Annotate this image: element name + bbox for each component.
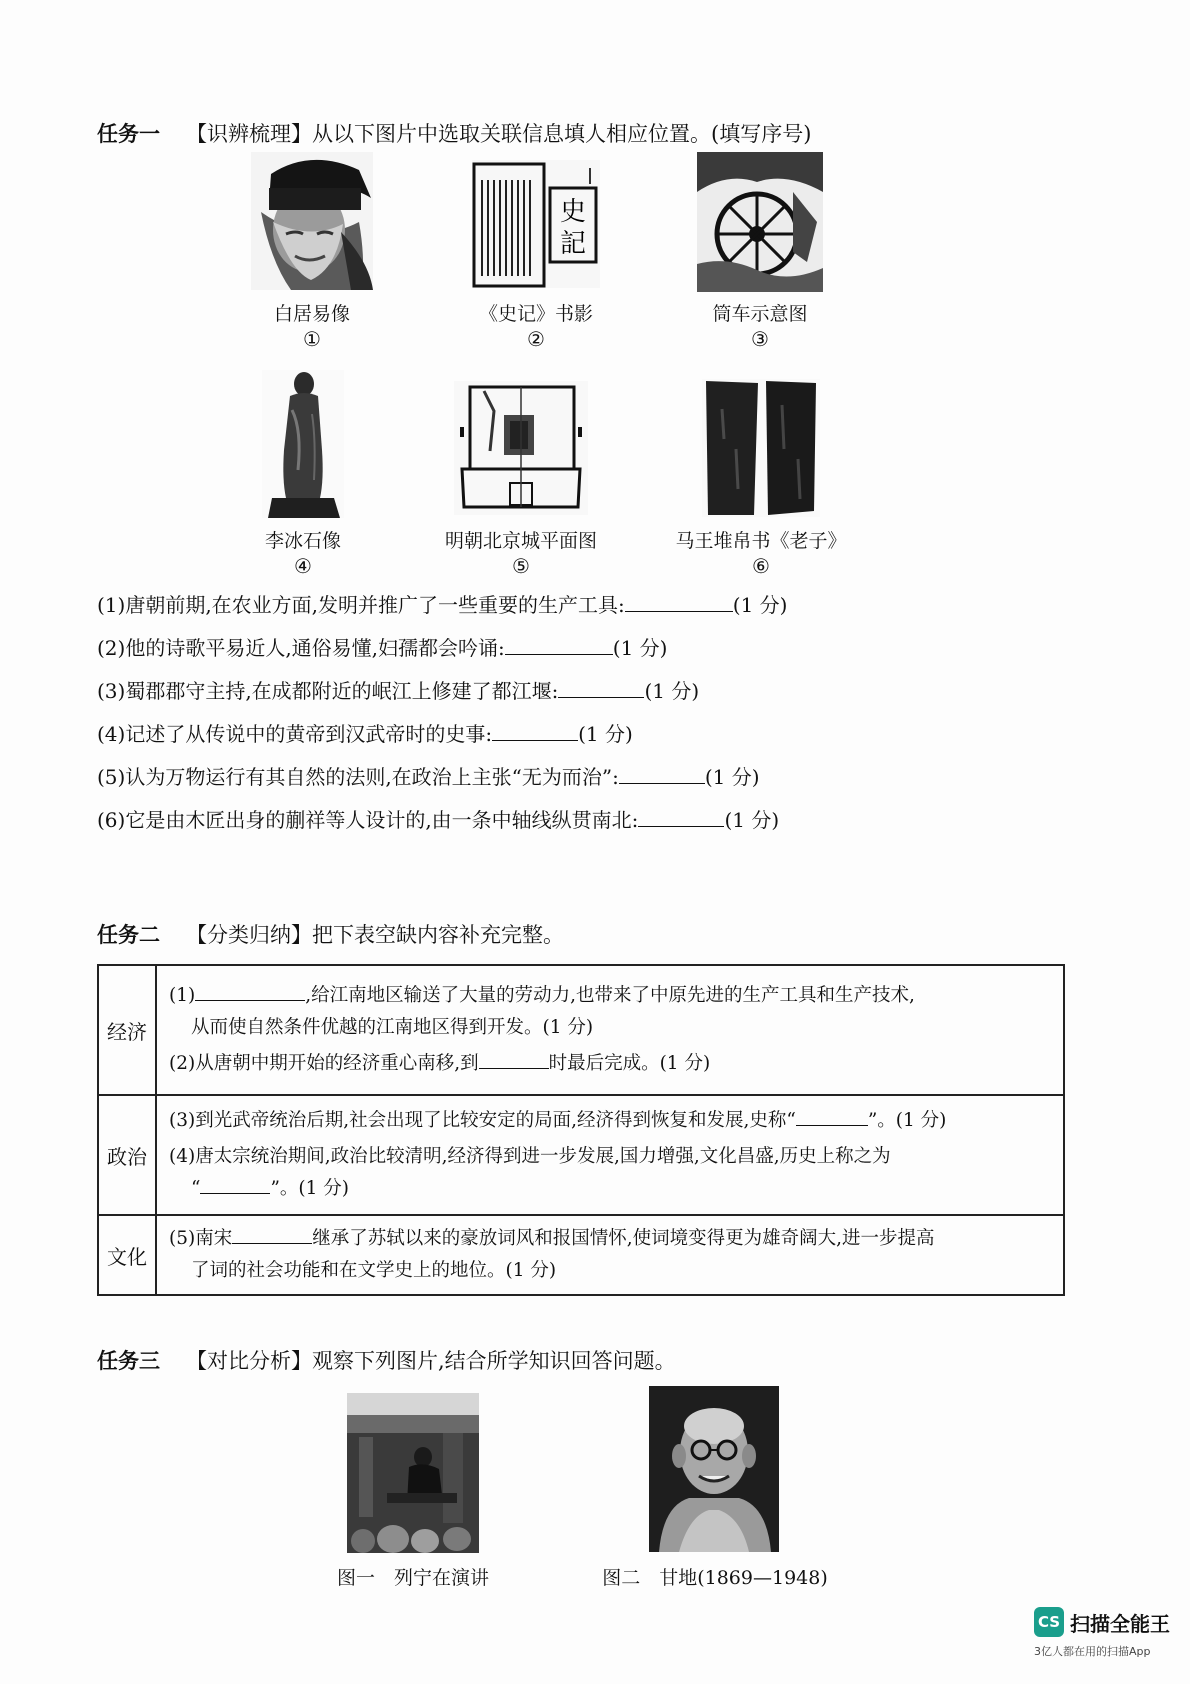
table-item-1: (1) ,给江南地区输送了大量的劳动力,也带来了中原先进的生产工具和生产技术, 从而使自然条件优越的江南地区得到开发。(1 分) <box>157 974 1063 1044</box>
bai-juyi-portrait-image <box>251 152 373 290</box>
table-cell <box>156 965 1064 1095</box>
table-row <box>98 1215 1064 1295</box>
task3-title: 任务三 【对比分析】观察下列图片,结合所学知识回答问题。 <box>97 1349 676 1373</box>
answer-blank[interactable] <box>558 677 644 698</box>
lenin-speech-photo <box>347 1393 479 1553</box>
answer-blank[interactable] <box>796 1105 868 1126</box>
category-economy: 经济 <box>98 965 156 1095</box>
image-number: ④ <box>294 554 312 578</box>
answer-blank[interactable] <box>200 1173 270 1194</box>
answer-blank[interactable] <box>625 591 733 612</box>
table-cell <box>156 1095 1064 1215</box>
image-number: ② <box>527 327 545 351</box>
image-caption: 图一 列宁在演讲 <box>336 1567 489 1589</box>
answer-blank[interactable] <box>492 720 578 741</box>
image-caption: 筒车示意图 <box>712 303 808 325</box>
image-number: ⑥ <box>752 554 770 578</box>
image-caption: 《史记》书影 <box>478 303 593 325</box>
image-number: ⑤ <box>512 554 530 578</box>
mawangdui-silk-book-image <box>702 379 820 517</box>
table-item-4: (4)唐太宗统治期间,政治比较清明,经济得到进一步发展,国力增强,文化昌盛,历史上称之为 “ ”。(1 分) <box>169 1146 891 1199</box>
watermark-tagline: 3亿人都在用的扫描App <box>1034 1645 1151 1658</box>
answer-blank[interactable] <box>619 763 705 784</box>
watermark-app-name: 扫描全能王 <box>1070 1612 1170 1636</box>
table-row <box>98 1095 1064 1215</box>
table-row <box>98 965 1064 1095</box>
question-2: (2)他的诗歌平易近人,通俗易懂,妇孺都会吟诵: (1 分) <box>97 636 668 660</box>
image-caption: 马王堆帛书《老子》 <box>675 530 847 552</box>
question-6: (6)它是由木匠出身的蒯祥等人设计的,由一条中轴线纵贯南北: (1 分) <box>97 808 780 832</box>
gandhi-portrait-photo <box>649 1386 779 1552</box>
image-number: ③ <box>751 327 769 351</box>
waterwheel-image <box>697 152 823 292</box>
image-caption: 白居易像 <box>273 303 350 325</box>
ming-beijing-plan-image <box>454 381 588 515</box>
summary-table <box>97 964 1065 1296</box>
answer-blank[interactable] <box>505 634 613 655</box>
image-caption: 李冰石像 <box>264 530 341 552</box>
answer-blank[interactable] <box>638 806 724 827</box>
category-culture: 文化 <box>98 1215 156 1295</box>
image-caption: 图二 甘地(1869—1948) <box>602 1567 828 1589</box>
shiji-book-title-char-1: 史 <box>559 197 587 227</box>
task2-title: 任务二 【分类归纳】把下表空缺内容补充完整。 <box>97 923 564 947</box>
camscanner-logo-icon: CS <box>1034 1607 1064 1637</box>
answer-blank[interactable] <box>195 980 305 1001</box>
table-item-2: (2)从唐朝中期开始的经济重心南移,到 时最后完成。(1 分) <box>157 1044 1063 1086</box>
image-number: ① <box>303 327 321 351</box>
shiji-book-image <box>472 160 600 288</box>
shiji-book-title-char-2: 記 <box>559 229 587 259</box>
li-bing-statue-image <box>262 370 344 518</box>
table-item-5: (5)南宋 继承了苏轼以来的豪放词风和报国情怀,使词境变得更为雄奇阔大,进一步提高 了词的社会功能和在文学史上的地位。(1 分) <box>157 1217 1063 1293</box>
question-1: (1)唐朝前期,在农业方面,发明并推广了一些重要的生产工具: (1 分) <box>97 593 788 617</box>
image-caption: 明朝北京城平面图 <box>444 530 597 552</box>
answer-blank[interactable] <box>479 1048 549 1069</box>
question-4: (4)记述了从传说中的黄帝到汉武帝时的史事: (1 分) <box>97 722 633 746</box>
category-politics: 政治 <box>98 1095 156 1215</box>
table-item-3: (3)到光武帝统治后期,社会出现了比较安定的局面,经济得到恢复和发展,史称“ ”。(1 分) <box>157 1099 1063 1137</box>
task1-title: 任务一 【识辨梳理】从以下图片中选取关联信息填人相应位置。(填写序号) <box>97 122 812 146</box>
table-cell <box>156 1215 1064 1295</box>
answer-blank[interactable] <box>232 1223 312 1244</box>
question-3: (3)蜀郡郡守主持,在成都附近的岷江上修建了都江堰: (1 分) <box>97 679 700 703</box>
question-5: (5)认为万物运行有其自然的法则,在政治上主张“无为而治”: (1 分) <box>97 765 760 789</box>
